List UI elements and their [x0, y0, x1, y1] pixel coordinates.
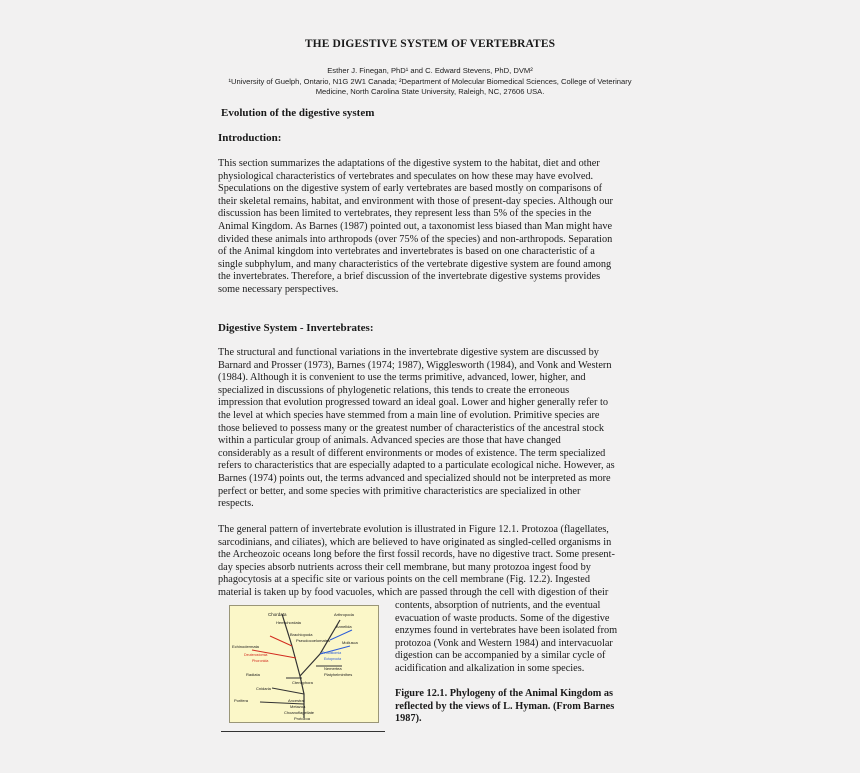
label-ancestral: Ancestral — [288, 698, 305, 703]
text-line: acidification and alkalization in some species. — [395, 662, 585, 674]
text-line: evacuation of waste products. Some of the digestive — [395, 612, 610, 624]
label-protozoa: Protozoa — [294, 716, 311, 721]
label-arthropoda: Arthropoda — [334, 612, 354, 617]
label-choanoflagellate: Choanoflagellate — [284, 710, 315, 715]
caption-line: reflected by the views of L. Hyman. (From Barnes — [395, 700, 615, 712]
evolution-pattern-paragraph — [218, 524, 643, 600]
label-deuterostomia: Deuterostomia — [244, 653, 268, 657]
intro-paragraph — [218, 158, 643, 297]
text-line: material is taken up by food vacuoles, which are passed through the cell with digestion of their — [218, 586, 609, 598]
text-line: those believed to possess many or the greatest number of characteristics of the ancestral stock — [218, 422, 605, 434]
text-line: specialized in discussions of phylogenetic relations, this tends to create the erroneous — [218, 384, 570, 396]
caption-line: Figure 12.1. Phylogeny of the Animal Kingdom as — [395, 688, 614, 699]
text-line: physiological characteristics of vertebrates and speculates on how these may have evolved. — [218, 170, 594, 182]
section-heading: Evolution of the digestive system — [221, 107, 375, 119]
text-line: enzymes found in vertebrates have been isolated from — [395, 625, 618, 637]
text-line: protozoa (Vonk and Western 1984) and intervacuolar — [395, 637, 613, 649]
text-line: the invertebrates. Therefore, a brief discussion of the invertebrate digestive systems provides — [218, 271, 601, 283]
figure-bottom-rule — [221, 731, 385, 732]
text-line: perfect or better, and some species with primitive characteristics are specialized in other — [218, 485, 581, 497]
label-phoronida: Phoronida — [252, 659, 269, 663]
label-hemichordata: Hemichordata — [276, 620, 301, 625]
affiliation-line-2: Medicine, North Carolina State University, Raleigh, NC, 27606 USA. — [315, 87, 545, 96]
text-line: Barnes (1974) points out, the terms advanced and specialized should not be interpreted as more — [218, 472, 611, 484]
label-platyhelminthes: Platyhelminthes — [324, 672, 353, 677]
caption-line: 1987). — [395, 713, 422, 725]
label-echinodermata: Echinodermata — [232, 644, 259, 649]
text-line: digestion can be accompanied by a similar cycle of — [395, 650, 606, 662]
phylogeny-diagram — [230, 606, 378, 722]
figure-caption — [395, 688, 645, 726]
figure-panel — [229, 605, 379, 723]
text-line: phagocytosis at a specific site or various points on the cell membrane (Fig. 12.2). Ingested — [218, 574, 591, 586]
label-radiata: Radiata — [246, 672, 260, 677]
affiliation-line-1: ¹University of Guelph, Ontario, N1G 2W1 Canada; ²Department of Molecular Biomedical Sciences, College of Veterinary — [228, 76, 632, 86]
text-line: The structural and functional variations in the invertebrate digestive system are discussed by — [218, 347, 599, 358]
label-mollusca: Mollusca — [342, 640, 358, 645]
label-nemertea: Nemertea — [324, 666, 342, 671]
figure-side-text — [395, 600, 645, 676]
text-line: of the Animal kingdom into vertebrates and invertebrates is based on one characteristic of a — [218, 246, 595, 258]
invertebrates-paragraph — [218, 347, 643, 511]
label-ctenophora: Ctenophora — [292, 680, 313, 685]
text-line: within a particular group of animals. Advanced species are those that have changed — [218, 435, 561, 447]
label-brachiopoda: Brachiopoda — [290, 632, 313, 637]
text-line: impression that evolution progressed toward an ideal goal. Lower and higher generally refer to — [218, 397, 609, 409]
text-line: discussion has been limited to vertebrates, they represent less than 5% of the species in the — [218, 208, 592, 220]
figure-12-1-image — [221, 601, 385, 732]
text-line: divided these animals into arthropods (over 75% of the species) and non-arthropods. Separation — [218, 233, 613, 245]
label-protostomia: Protostomia — [322, 651, 342, 655]
label-metazoa: Metazoa — [290, 704, 306, 709]
text-line: Speculations on the digestive system of early vertebrates are based mostly on comparisons of — [218, 183, 603, 195]
text-line: Barnard and Prosser (1973), Barnes (1974; 1987), Wigglesworth (1984), and Vonk and Western — [218, 359, 612, 371]
text-line: single subphylum, and many characteristics of the vertebrate digestive system are found among — [218, 258, 612, 270]
paper-title: THE DIGESTIVE SYSTEM OF VERTEBRATES — [304, 38, 556, 50]
text-line: day species absorb nutrients across their cell membrane, but many protozoa ingest food by — [218, 561, 591, 573]
author-names: Esther J. Finegan, PhD¹ and C. Edward Stevens, PhD, DVM² — [327, 66, 533, 75]
text-line: the level at which species have stemmed from a main line of evolution. Primitive species are — [218, 409, 600, 421]
text-line: The general pattern of invertebrate evolution is illustrated in Figure 12.1. Protozoa (flagellates, — [218, 524, 609, 535]
text-line: (1984). Although it is convenient to use the terms primitive, advanced, lower, higher, and — [218, 372, 586, 384]
invertebrates-heading: Digestive System - Invertebrates: — [218, 322, 374, 334]
text-line: This section summarizes the adaptations of the digestive system to the habitat, diet and other — [218, 158, 600, 169]
text-line: refers to characteristics that are especially adapted to a particulate ecological niche. However, as — [218, 460, 615, 472]
label-porifera: Porifera — [234, 698, 249, 703]
text-line: their skeletal remains, habitat, and environment with those of present-day species. Although our — [218, 195, 613, 207]
authors-block — [200, 66, 660, 98]
text-line: respects. — [218, 498, 254, 510]
label-cnidaria: Cnidaria — [256, 686, 271, 691]
label-pseudocoelomates: Pseudocoelomates — [296, 638, 331, 643]
text-line: contents, absorption of nutrients, and the eventual — [395, 600, 601, 611]
intro-heading: Introduction: — [218, 132, 282, 144]
text-line: Animal Kingdom. As Barnes (1987) pointed out, a taxonomist less biased than Man might have — [218, 220, 613, 232]
label-chordata: Chordata — [268, 612, 287, 617]
text-line: some necessary perspectives. — [218, 283, 339, 295]
text-line: the Archeozoic oceans long before the first fossil records, have no digestive tract. Some present- — [218, 549, 615, 561]
label-ectoprocta: Ectoprocta — [324, 657, 342, 661]
label-annelida: Annelida — [336, 624, 352, 629]
text-line: sarcodinians, and ciliates), which are believed to have originated as singled-celled organisms in — [218, 536, 612, 548]
text-line: considerably as a result of different environments or modes of existence. The term specialized — [218, 447, 606, 459]
